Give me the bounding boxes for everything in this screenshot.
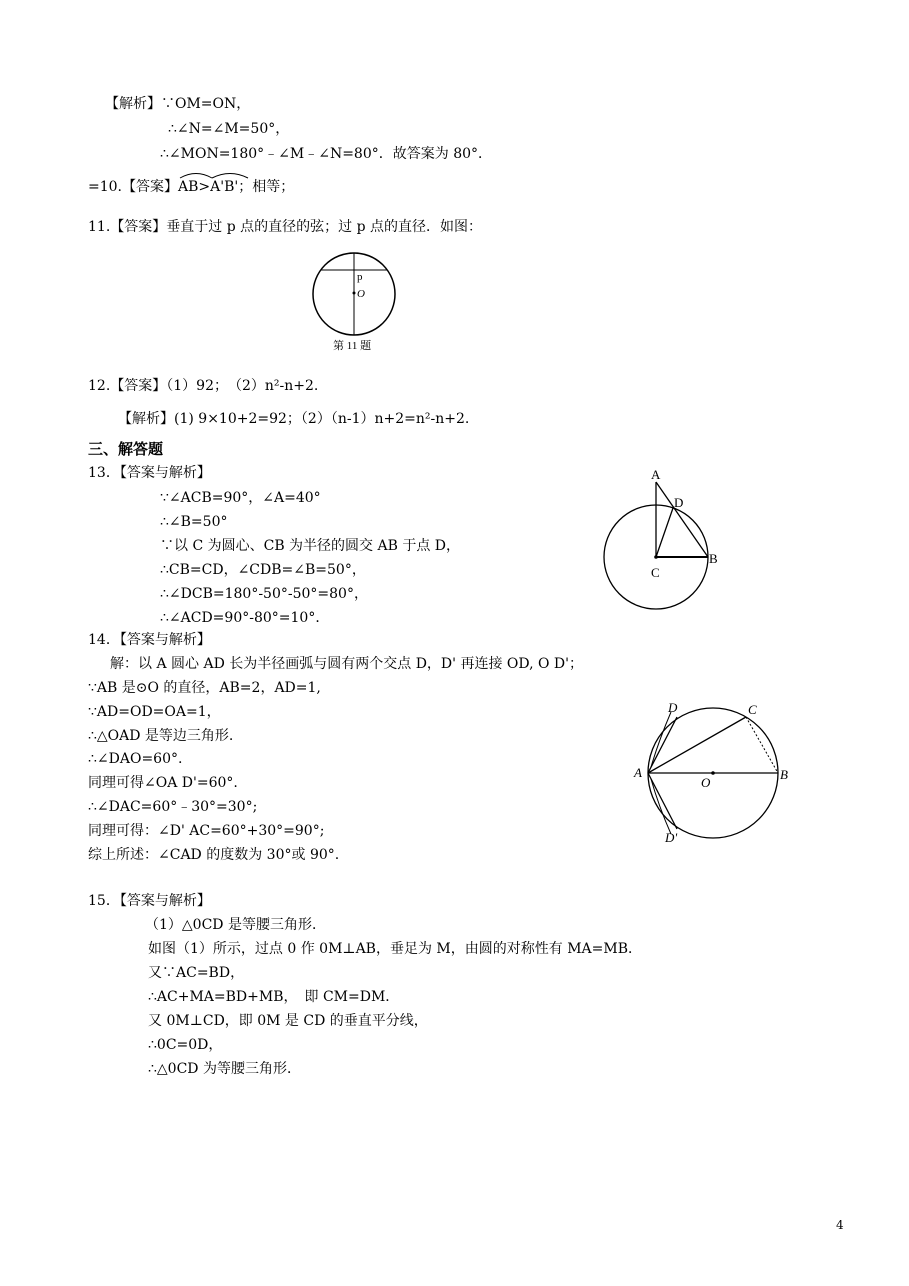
fig13-segment-cd <box>656 508 673 557</box>
line-q14-9: 综上所述：∠CAD 的度数为 30°或 90°. <box>88 847 340 863</box>
line-q12-answer: 12.【答案】（1）92； （2）n²-n+2. <box>88 378 319 394</box>
line-q15-1: （1）△0CD 是等腰三角形． <box>145 917 326 933</box>
fig14-center-dot <box>711 771 715 775</box>
fig14-arc-d <box>651 712 671 767</box>
line-q11-answer: 11.【答案】垂直于过 p 点的直径的弦；过 p 点的直径．如图： <box>88 219 482 235</box>
fig14-label-d: D <box>668 700 678 715</box>
q10-gt: > <box>198 179 211 195</box>
fig14-arc-d2 <box>651 779 671 834</box>
fig14-segment-cb <box>746 717 778 773</box>
fig13-segment-ab <box>656 482 708 557</box>
fig13-label-d: D <box>674 495 684 510</box>
line-q14-6: 同理可得∠OA D'=60°. <box>88 775 238 791</box>
line-q10-answer <box>88 178 294 196</box>
line-q13-5: ∴∠DCB=180°-50°-50°=80°， <box>160 586 368 602</box>
fig14-label-o: O <box>701 775 711 790</box>
fig13-label-b: B <box>709 551 718 566</box>
fig13-label-a: A <box>651 467 661 482</box>
line-analysis-3: ∴∠MON=180°﹣∠M﹣∠N=80°．故答案为 80°． <box>160 146 493 162</box>
line-q14-7: ∴∠DAC=60°﹣30°=30°; <box>88 799 258 815</box>
figure-q14 <box>625 695 805 850</box>
line-q12-analysis: 【解析】(1) 9×10+2=92；（2）（n-1）n+2=n²-n+2. <box>118 411 470 427</box>
line-q15-6: ∴0C=0D， <box>148 1037 223 1053</box>
line-q13-3: ∵以 C 为圆心、CB 为半径的圆交 AB 于点 D， <box>160 538 461 554</box>
fig13-label-c: C <box>651 565 660 580</box>
line-q14-title: 14．【答案与解析】 <box>88 632 211 648</box>
arc-ab-label: AB <box>178 179 199 195</box>
figure-q11 <box>305 245 405 360</box>
arc-ab <box>178 178 198 196</box>
line-q14-4: ∴△OAD 是等边三角形. <box>88 728 234 744</box>
line-q14-2: ∵AB 是⊙O 的直径，AB=2，AD=1, <box>88 680 321 696</box>
fig11-center-dot <box>353 292 356 295</box>
line-q15-3: 又∵AC=BD， <box>148 965 245 981</box>
fig13-point-c <box>654 555 658 559</box>
line-q13-4: ∴CB=CD，∠CDB=∠B=50°， <box>160 562 366 578</box>
line-q13-6: ∴∠ACD=90°-80°=10°． <box>160 610 330 626</box>
line-q15-7: ∴△0CD 为等腰三角形． <box>148 1061 301 1077</box>
line-q14-1: 解：以 A 圆心 AD 长为半径画弧与圆有两个交点 D，D' 再连接 OD, O D'； <box>110 656 583 672</box>
fig14-segment-ad2 <box>648 773 677 829</box>
line-q14-5: ∴∠DAO=60°. <box>88 751 183 767</box>
line-analysis-1: 【解析】∵OM=ON， <box>105 96 251 112</box>
fig14-label-c: C <box>748 702 757 717</box>
q10-suffix: ；相等； <box>238 179 295 195</box>
fig11-caption: 第 11 题 <box>333 340 372 352</box>
line-q13-1: ∵∠ACB=90°，∠A=40° <box>160 490 321 506</box>
line-q15-title: 15．【答案与解析】 <box>88 893 211 909</box>
line-q14-8: 同理可得：∠D' AC=60°+30°=90°; <box>88 823 325 839</box>
line-q15-2: 如图（1）所示，过点 0 作 0M⊥AB，垂足为 M，由圆的对称性有 MA=MB． <box>148 941 643 957</box>
page-number: 4 <box>836 1218 844 1232</box>
line-q13-title: 13．【答案与解析】 <box>88 465 211 481</box>
arc-a2b2-label: A'B' <box>210 179 239 195</box>
fig14-label-d2: D' <box>665 830 678 845</box>
fig14-label-a: A <box>634 765 642 780</box>
section-heading: 三、解答题 <box>88 440 164 458</box>
line-q14-3: ∵AD=OD=OA=1， <box>88 704 221 720</box>
fig11-label-o: O <box>357 288 365 300</box>
figure-q13 <box>595 462 735 617</box>
line-q15-5: 又 0M⊥CD，即 0M 是 CD 的垂直平分线， <box>148 1013 428 1029</box>
fig11-label-p: p <box>357 271 363 283</box>
fig14-label-b: B <box>780 767 788 782</box>
line-q13-2: ∴∠B=50° <box>160 514 228 530</box>
q10-prefix: =10.【答案】 <box>88 179 178 195</box>
line-analysis-2: ∴∠N=∠M=50°， <box>168 121 290 137</box>
arc-a2b2 <box>210 178 238 196</box>
line-q15-4: ∴AC+MA=BD+MB， 即 CM=DM． <box>148 989 400 1005</box>
